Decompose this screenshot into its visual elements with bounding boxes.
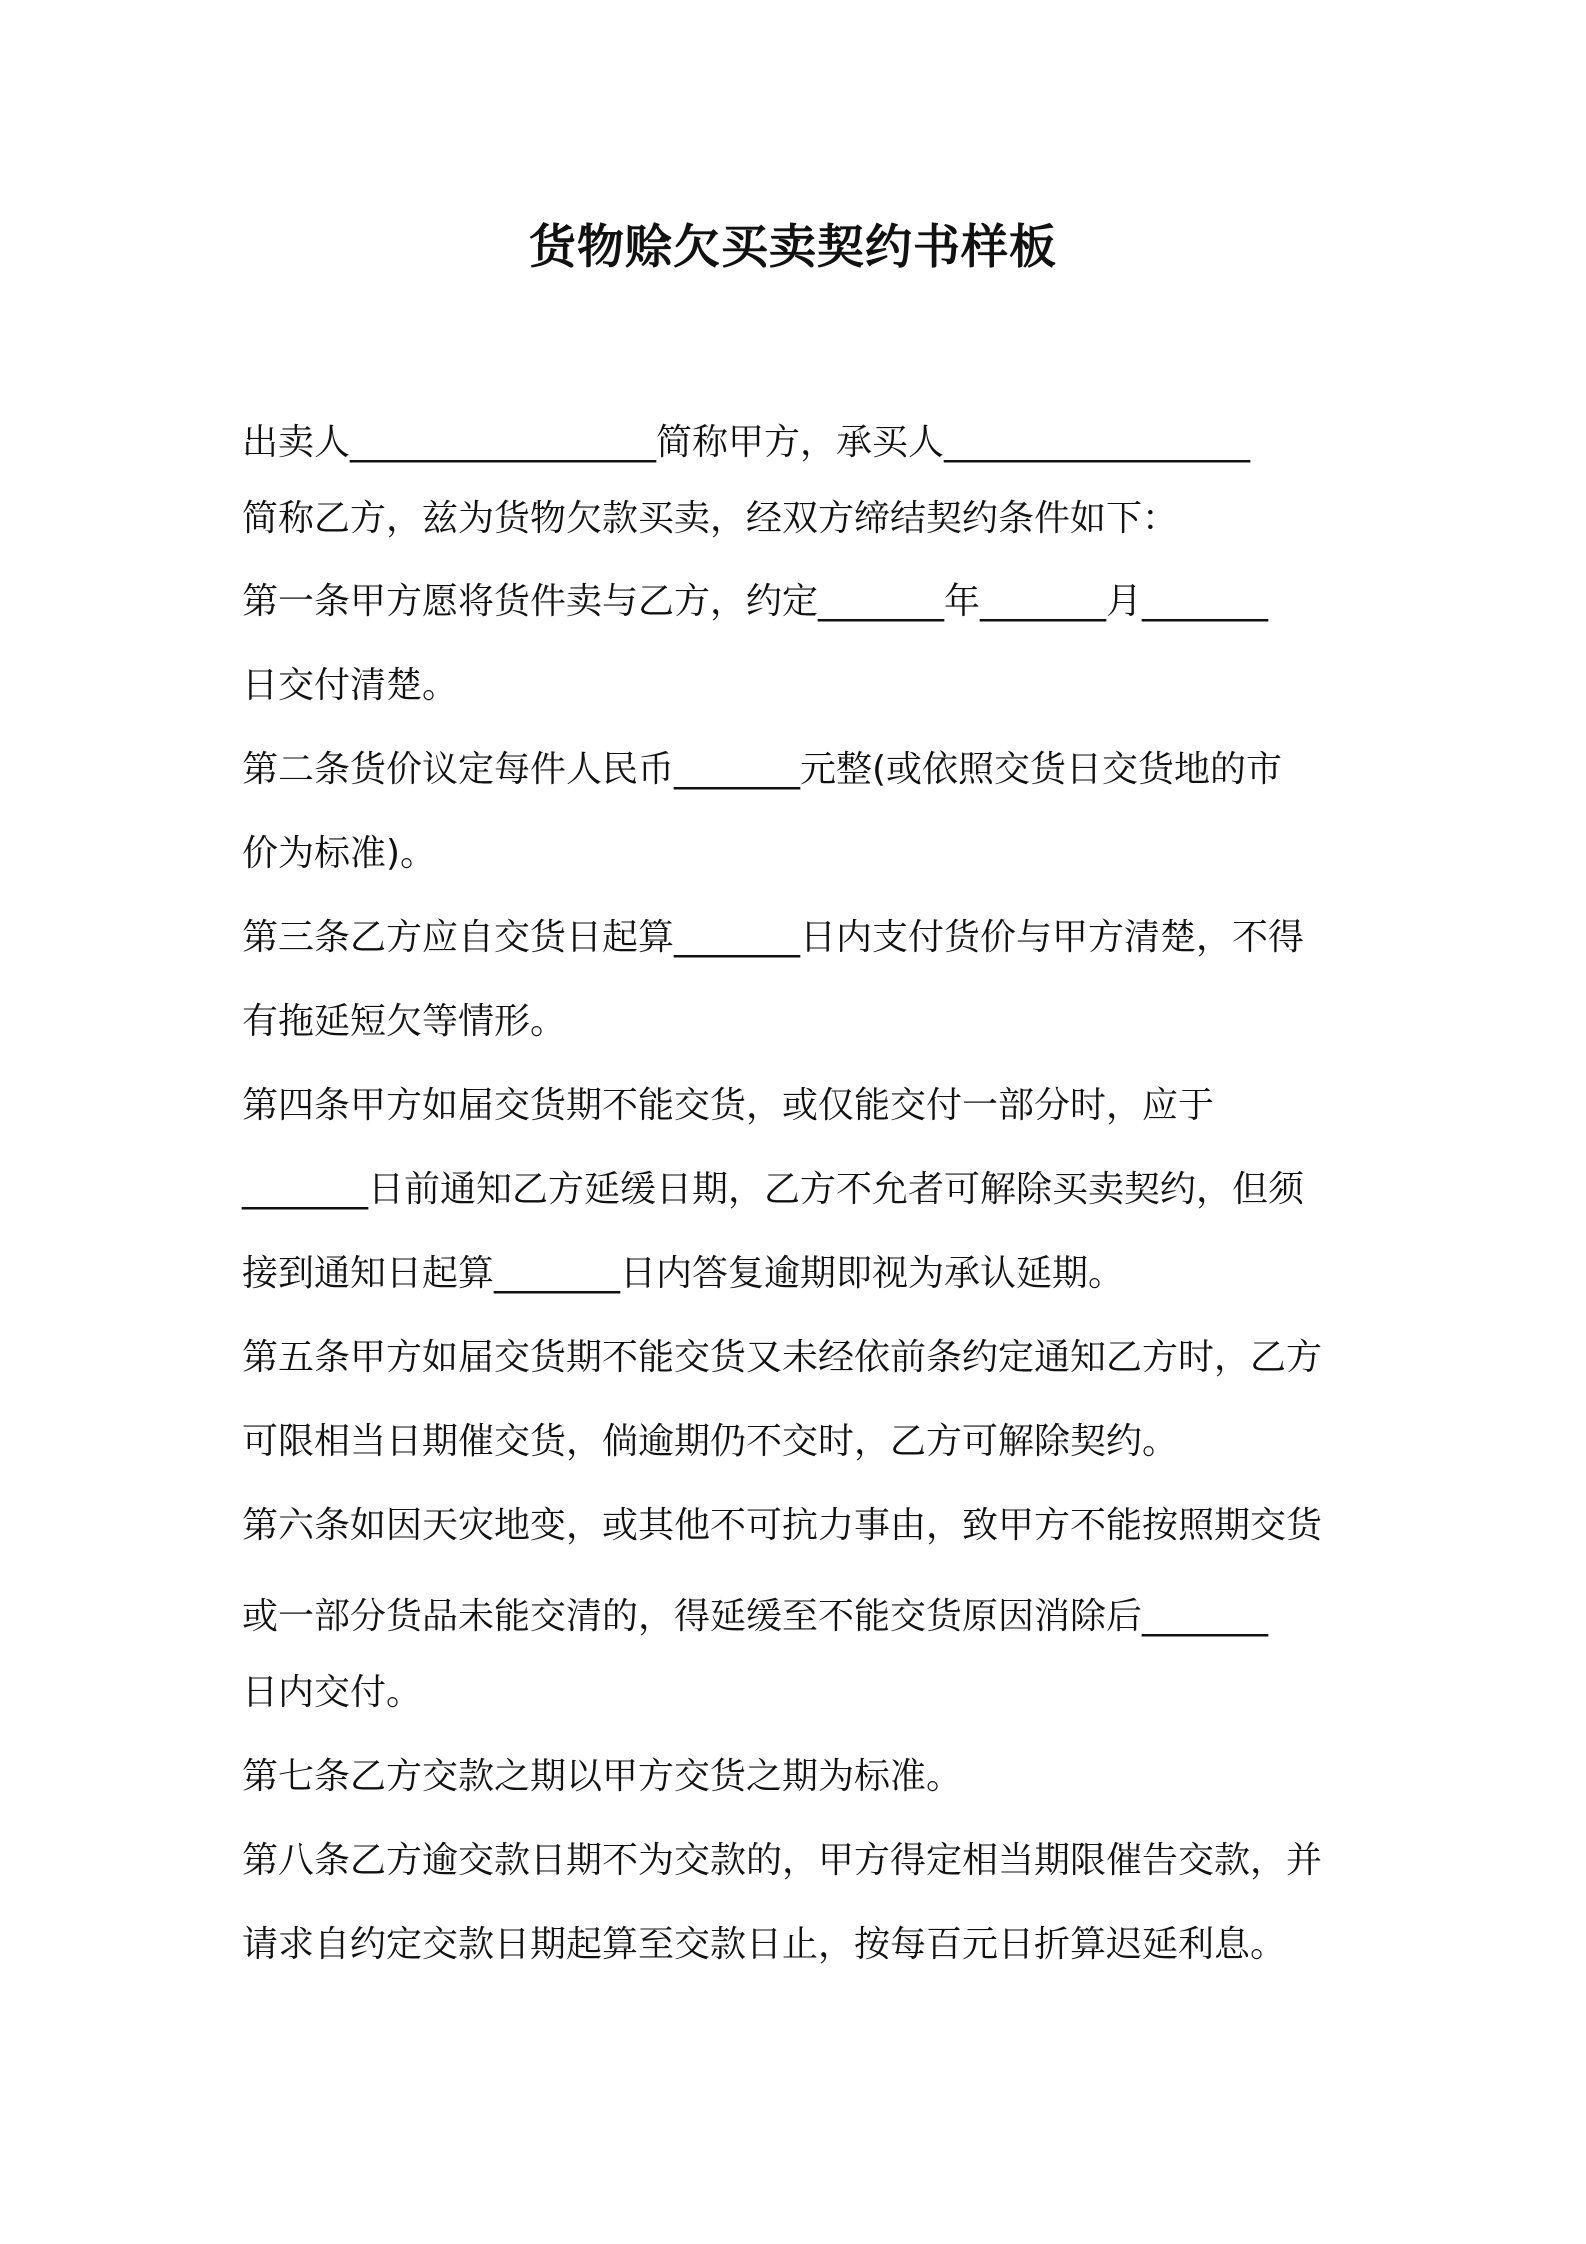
paragraph-parties-line-2: 简称乙方，兹为货物欠款买卖，经双方缔结契约条件如下： [242,498,1179,539]
article-8-line-2: 请求自约定交款日期起算至交款日止，按每百元日折算迟延利息。 [242,1924,1287,1965]
article-5-line-2: 可限相当日期催交货，倘逾期仍不交时，乙方可解除契约。 [242,1421,1179,1462]
article-1-line-1: 第一条甲方愿将货件卖与乙方，约定_______年_______月_______ [242,581,1269,622]
article-2-line-1: 第二条货价议定每件人民币_______元整(或依照交货日交货地的市 [242,749,1283,790]
article-4-line-1: 第四条甲方如届交货期不能交货，或仅能交付一部分时，应于 [242,1085,1215,1126]
article-2-line-2: 价为标准)。 [242,833,437,874]
article-6-line-3: 日内交付。 [242,1672,423,1713]
article-3-line-2: 有拖延短欠等情形。 [242,1001,567,1042]
article-3-line-1: 第三条乙方应自交货日起算_______日内支付货价与甲方清楚，不得 [242,917,1305,958]
document-title: 货物赊欠买卖契约书样板 [529,220,1057,275]
article-6-line-1: 第六条如因天灾地变，或其他不可抗力事由，致甲方不能按照期交货 [242,1505,1323,1546]
paragraph-parties-line-1: 出卖人_________________简称甲方，承买人_________________ [242,422,1251,463]
article-5-line-1: 第五条甲方如届交货期不能交货又未经依前条约定通知乙方时，乙方 [242,1337,1323,1378]
article-7-line-1: 第七条乙方交款之期以甲方交货之期为标准。 [242,1756,963,1797]
article-8-line-1: 第八条乙方逾交款日期不为交款的，甲方得定相当期限催告交款，并 [242,1840,1323,1881]
article-1-line-2: 日交付清楚。 [242,665,459,706]
article-6-line-2: 或一部分货品未能交清的，得延缓至不能交货原因消除后_______ [242,1596,1269,1637]
article-4-line-3: 接到通知日起算_______日内答复逾期即视为承认延期。 [242,1253,1125,1294]
article-4-line-2: _______日前通知乙方延缓日期，乙方不允者可解除买卖契约，但须 [242,1169,1305,1210]
